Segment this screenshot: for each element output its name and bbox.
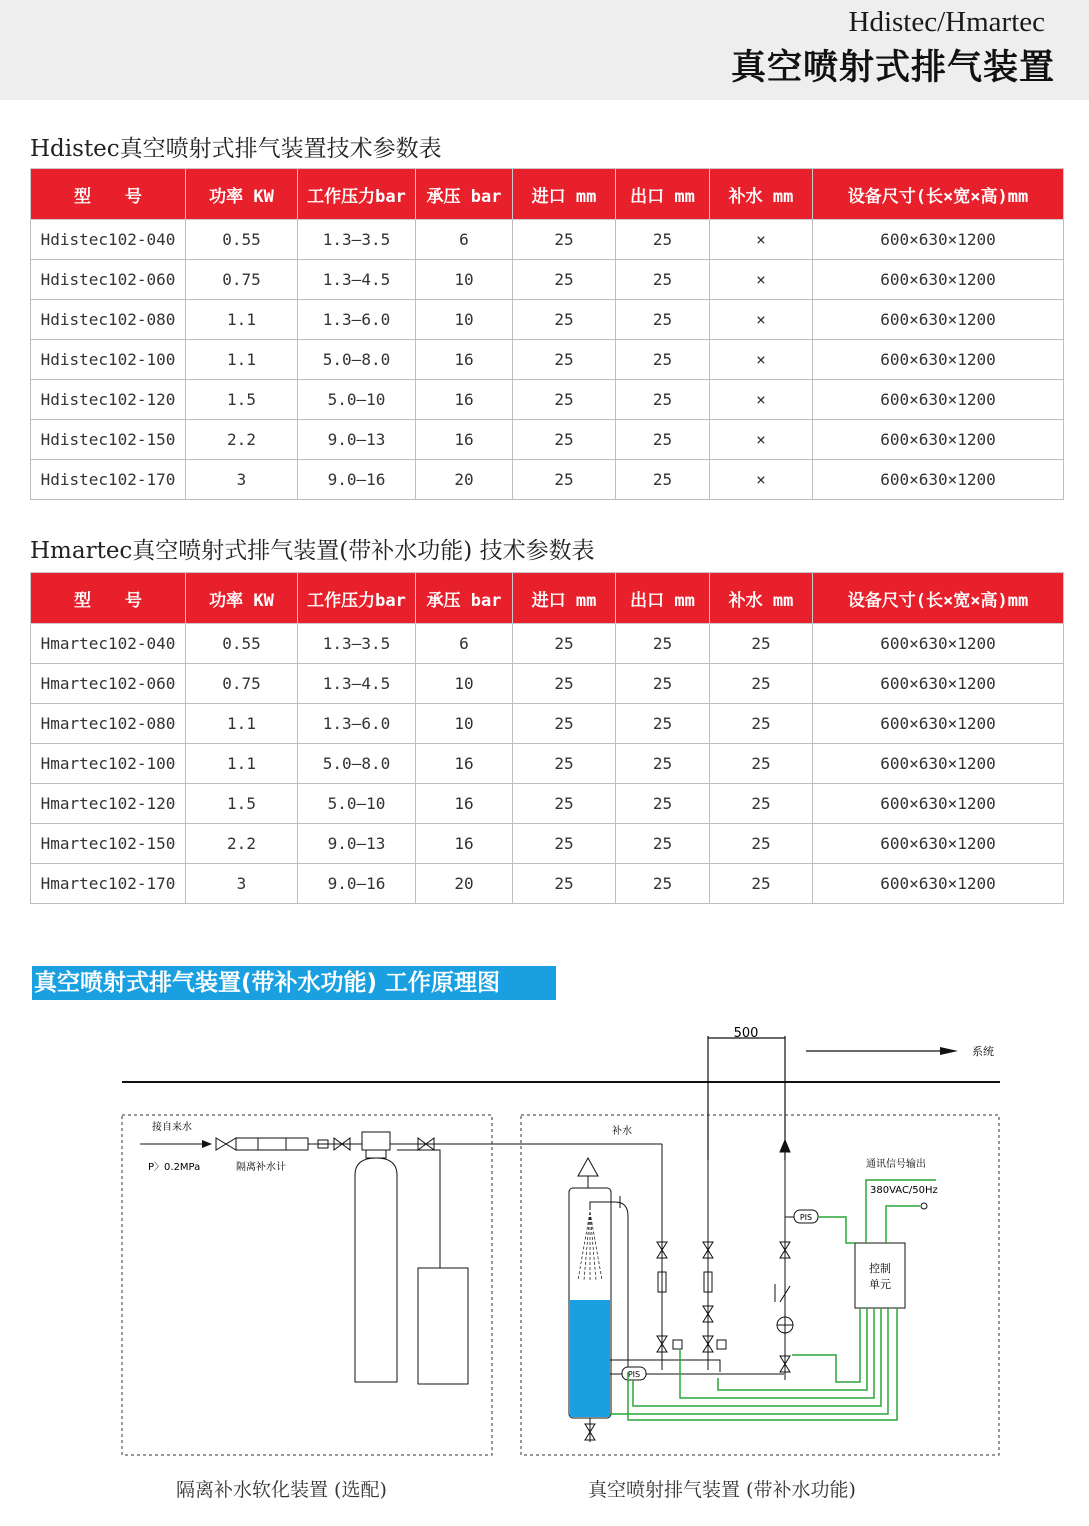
column-header: 出口 mm [616, 169, 710, 220]
table-cell: 0.55 [186, 220, 298, 260]
table-cell: 10 [416, 664, 513, 704]
table-cell: 6 [416, 220, 513, 260]
table-row [31, 340, 1064, 380]
table-row [31, 420, 1064, 460]
table-cell: 0.75 [186, 664, 298, 704]
table-cell: 1.3—4.5 [298, 260, 416, 300]
table-cell: 25 [616, 664, 710, 704]
table-cell: 9.0—13 [298, 824, 416, 864]
terminal-icon [921, 1203, 927, 1209]
table-cell: 600×630×1200 [813, 460, 1064, 500]
table-cell: Hmartec102-120 [31, 784, 186, 824]
column-header: 进口 mm [513, 169, 616, 220]
table-cell: 25 [513, 784, 616, 824]
table-row [31, 864, 1064, 904]
table-cell: 9.0—16 [298, 864, 416, 904]
table-cell: 600×630×1200 [813, 220, 1064, 260]
valve-group-middle [703, 1242, 726, 1352]
column-header: 补水 mm [710, 169, 813, 220]
meter-label: 隔离补水计 [236, 1162, 286, 1173]
table-cell: 1.3—6.0 [298, 300, 416, 340]
system-arrow-head [940, 1047, 958, 1055]
table-cell: 25 [513, 260, 616, 300]
table-cell: Hdistec102-120 [31, 380, 186, 420]
table-cell: 1.3—6.0 [298, 704, 416, 744]
table-cell: 25 [616, 220, 710, 260]
column-header: 出口 mm [616, 573, 710, 624]
column-header: 功率 KW [186, 169, 298, 220]
table-cell: 16 [416, 420, 513, 460]
table-cell: 16 [416, 744, 513, 784]
column-header: 工作压力bar [298, 573, 416, 624]
svg-text:控制: 控制 [869, 1262, 891, 1275]
svg-text:PIS: PIS [627, 1370, 641, 1379]
flow-arrow [202, 1140, 212, 1148]
table-cell: 25 [513, 340, 616, 380]
table-cell: 1.3—3.5 [298, 220, 416, 260]
table-cell: 1.1 [186, 300, 298, 340]
column-header: 设备尺寸(长×宽×高)mm [813, 573, 1064, 624]
table-cell: Hdistec102-170 [31, 460, 186, 500]
table-cell: 3 [186, 460, 298, 500]
table-cell: Hmartec102-150 [31, 824, 186, 864]
table-cell: 25 [616, 380, 710, 420]
table-cell: 25 [513, 220, 616, 260]
table-cell: 1.3—3.5 [298, 624, 416, 664]
table-cell: 600×630×1200 [813, 420, 1064, 460]
table-cell: 5.0—8.0 [298, 340, 416, 380]
table-cell: Hmartec102-080 [31, 704, 186, 744]
table-cell: 0.75 [186, 260, 298, 300]
table-cell: 1.1 [186, 340, 298, 380]
table-cell: 5.0—10 [298, 380, 416, 420]
table-cell: Hdistec102-040 [31, 220, 186, 260]
table-cell: 25 [513, 300, 616, 340]
valve-icon [226, 1138, 236, 1150]
table-cell: 2.2 [186, 420, 298, 460]
table-cell: 25 [616, 460, 710, 500]
table-row [31, 380, 1064, 420]
table-cell: 25 [616, 260, 710, 300]
table-cell: 25 [616, 864, 710, 904]
table-cell: 600×630×1200 [813, 340, 1064, 380]
column-header: 承压 bar [416, 169, 513, 220]
page-title: 真空喷射式排气装置 [730, 48, 1055, 88]
table-cell: 600×630×1200 [813, 624, 1064, 664]
table-cell: Hdistec102-080 [31, 300, 186, 340]
vent-icon [578, 1158, 598, 1176]
column-header: 型 号 [31, 169, 186, 220]
table-cell: 600×630×1200 [813, 664, 1064, 704]
table-row [31, 744, 1064, 784]
table-cell: 5.0—10 [298, 784, 416, 824]
caption-vacuum-unit: 真空喷射排气装置 (带补水功能) [588, 1479, 856, 1501]
table1-caption: Hdistec真空喷射式排气装置技术参数表 [30, 136, 442, 162]
table-cell: 25 [616, 704, 710, 744]
table-row [31, 460, 1064, 500]
spray-nozzle [578, 1212, 602, 1280]
table-cell: 600×630×1200 [813, 300, 1064, 340]
table-row [31, 300, 1064, 340]
table-cell: 25 [616, 340, 710, 380]
table-cell: × [710, 340, 813, 380]
power-label: 380VAC/50Hz [870, 1185, 938, 1196]
spec-table-hdistec [30, 168, 1064, 500]
table-cell: 25 [513, 824, 616, 864]
table-cell: 25 [513, 744, 616, 784]
table-cell: 25 [710, 624, 813, 664]
softener-tank [355, 1158, 397, 1382]
valve-icon [216, 1138, 226, 1150]
column-header: 进口 mm [513, 573, 616, 624]
column-header: 工作压力bar [298, 169, 416, 220]
table-row [31, 824, 1064, 864]
table2-caption: Hmartec真空喷射式排气装置(带补水功能) 技术参数表 [30, 538, 595, 564]
spec-table-hmartec [30, 572, 1064, 904]
table-cell: 9.0—16 [298, 460, 416, 500]
column-header: 功率 KW [186, 573, 298, 624]
table-cell: 600×630×1200 [813, 380, 1064, 420]
table-cell: 1.1 [186, 744, 298, 784]
table-cell: × [710, 260, 813, 300]
page-header [0, 0, 1089, 100]
table-cell: 25 [616, 624, 710, 664]
brand-name: Hdistec/Hmartec [848, 6, 1045, 38]
table-cell: Hdistec102-100 [31, 340, 186, 380]
table-cell: 6 [416, 624, 513, 664]
table-cell: 16 [416, 340, 513, 380]
table-row [31, 784, 1064, 824]
table-cell: 20 [416, 460, 513, 500]
table-cell: 25 [710, 664, 813, 704]
table-cell: 25 [710, 744, 813, 784]
valve-group-left [657, 1242, 682, 1352]
table-row [31, 624, 1064, 664]
table-cell: 25 [616, 824, 710, 864]
table-row [31, 260, 1064, 300]
table-cell: 25 [513, 664, 616, 704]
working-principle-diagram [0, 1010, 1089, 1470]
column-header: 补水 mm [710, 573, 813, 624]
table-cell: Hmartec102-040 [31, 624, 186, 664]
table-cell: 25 [710, 824, 813, 864]
table-cell: 10 [416, 704, 513, 744]
table-cell: 25 [513, 704, 616, 744]
table-cell: 20 [416, 864, 513, 904]
control-unit [855, 1243, 905, 1308]
table-cell: 10 [416, 260, 513, 300]
pressure-label: P〉0.2MPa [148, 1162, 201, 1173]
svg-text:PIS: PIS [799, 1213, 813, 1222]
table-cell: 16 [416, 784, 513, 824]
column-header: 承压 bar [416, 573, 513, 624]
table-cell: 25 [513, 380, 616, 420]
table-cell: 600×630×1200 [813, 864, 1064, 904]
table-cell: 25 [513, 864, 616, 904]
table-cell: × [710, 220, 813, 260]
makeup-label: 补水 [612, 1126, 632, 1137]
caption-softener: 隔离补水软化装置 (选配) [176, 1479, 387, 1501]
table-cell: 5.0—8.0 [298, 744, 416, 784]
table-cell: 25 [616, 744, 710, 784]
table-cell: 1.5 [186, 380, 298, 420]
table-cell: 25 [710, 784, 813, 824]
table-cell: 0.55 [186, 624, 298, 664]
table-cell: Hmartec102-170 [31, 864, 186, 904]
valve-group-right [775, 1242, 790, 1372]
table-cell: 25 [616, 420, 710, 460]
svg-text:单元: 单元 [869, 1278, 891, 1291]
table-cell: 1.5 [186, 784, 298, 824]
table-cell: 3 [186, 864, 298, 904]
table-cell: 25 [513, 420, 616, 460]
table-cell: 600×630×1200 [813, 824, 1064, 864]
table-row [31, 220, 1064, 260]
tank-water-level [570, 1300, 610, 1417]
table-cell: 600×630×1200 [813, 704, 1064, 744]
table-cell: 1.3—4.5 [298, 664, 416, 704]
table-cell: 9.0—13 [298, 420, 416, 460]
system-label: 系统 [972, 1045, 994, 1058]
table-cell: 25 [710, 704, 813, 744]
table-cell: 10 [416, 300, 513, 340]
table-row [31, 704, 1064, 744]
table-cell: 25 [710, 864, 813, 904]
table-cell: 25 [616, 784, 710, 824]
table-cell: × [710, 300, 813, 340]
table-cell: 600×630×1200 [813, 744, 1064, 784]
table-cell: × [710, 460, 813, 500]
table-cell: Hdistec102-060 [31, 260, 186, 300]
softener-head [362, 1132, 390, 1150]
table-cell: × [710, 380, 813, 420]
table-cell: 25 [513, 624, 616, 664]
brine-tank [418, 1268, 468, 1384]
table-cell: 16 [416, 824, 513, 864]
meter-body [236, 1138, 308, 1150]
column-header: 型 号 [31, 573, 186, 624]
table-cell: 1.1 [186, 704, 298, 744]
table-cell: 600×630×1200 [813, 260, 1064, 300]
table-cell: Hdistec102-150 [31, 420, 186, 460]
table-cell: 25 [513, 460, 616, 500]
table-cell: 2.2 [186, 824, 298, 864]
diagram-section-title: 真空喷射式排气装置(带补水功能) 工作原理图 [32, 966, 556, 1000]
table-cell: Hmartec102-100 [31, 744, 186, 784]
dimension-label: 500 [733, 1026, 759, 1041]
table-cell: × [710, 420, 813, 460]
supply-label: 接自来水 [152, 1122, 192, 1133]
column-header: 设备尺寸(长×宽×高)mm [813, 169, 1064, 220]
table-cell: 16 [416, 380, 513, 420]
table-row [31, 664, 1064, 704]
table-cell: 25 [616, 300, 710, 340]
table-cell: Hmartec102-060 [31, 664, 186, 704]
table-cell: 600×630×1200 [813, 784, 1064, 824]
signal-output-label: 通讯信号输出 [866, 1159, 926, 1170]
